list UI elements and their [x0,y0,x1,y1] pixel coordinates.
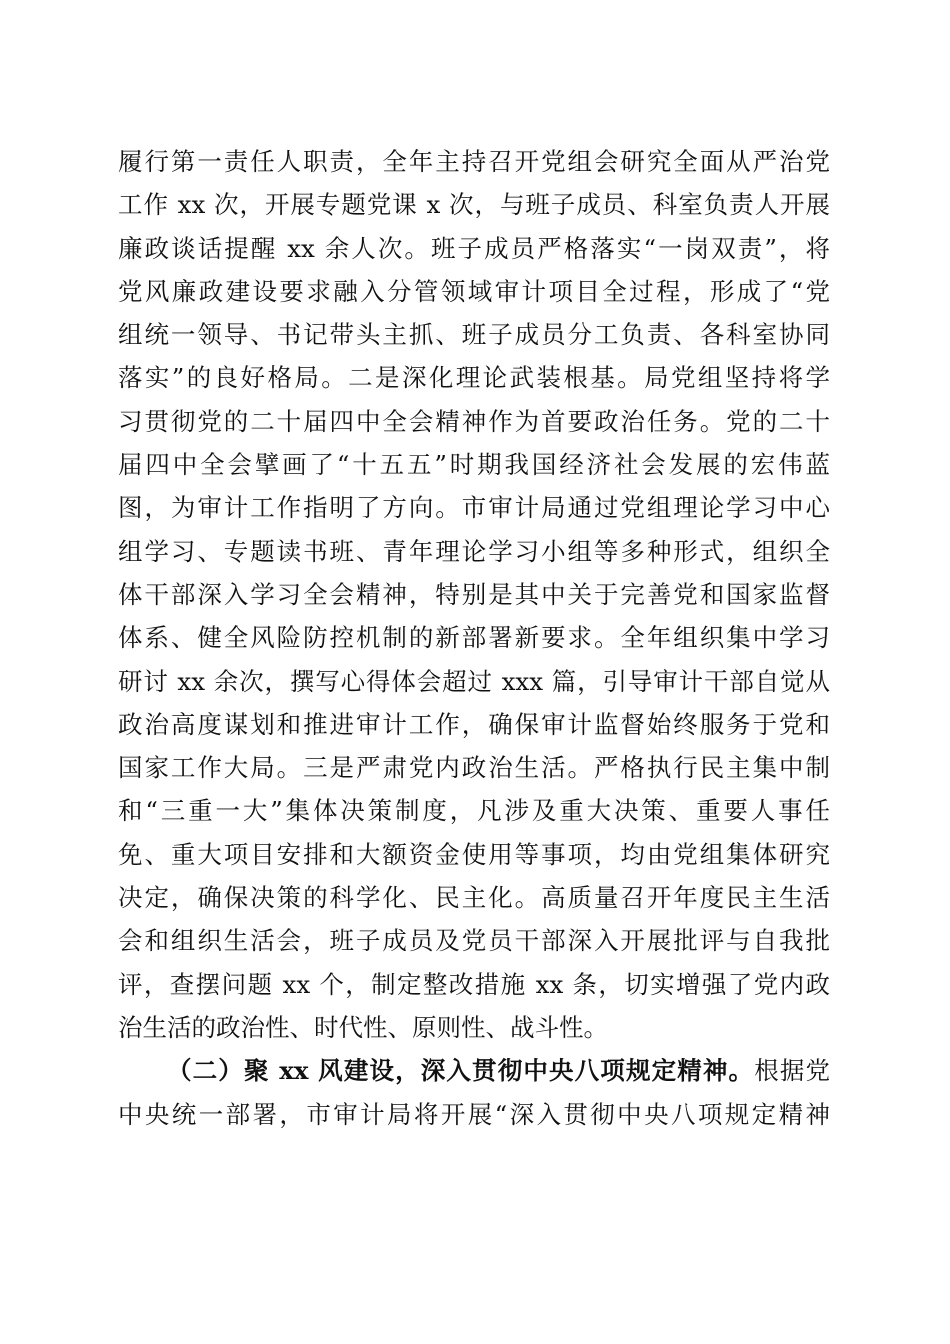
text-line: 国家工作大局。三是严肃党内政治生活。严格执行民主集中制 [118,753,830,783]
text-line: 届四中全会擘画了“十五五”时期我国经济社会发展的宏伟蓝 [118,450,830,480]
heading-tail-text: 根据党 [754,1056,831,1086]
paragraph-2-first-line [118,1049,830,1092]
text-line: 组统一领导、书记带头主抓、班子成员分工负责、各科室协同 [118,320,830,350]
text-line: 体干部深入学习全会精神，特别是其中关于完善党和国家监督 [118,579,830,609]
text-line: 和“三重一大”集体决策制度，凡涉及重大决策、重要人事任 [118,796,830,826]
text-line: 落实”的良好格局。二是深化理论武装根基。局党组坚持将学 [118,363,830,393]
text-line: 工作 xx 次，开展专题党课 x 次，与班子成员、科室负责人开展 [118,190,830,220]
paragraph-1 [118,140,830,1049]
text-line: 治生活的政治性、时代性、原则性、战斗性。 [118,1012,608,1042]
text-line: 评，查摆问题 xx 个，制定整改措施 xx 条，切实增强了党内政 [118,969,830,999]
text-line: 体系、健全风险防控机制的新部署新要求。全年组织集中学习 [118,623,830,653]
text-line: 决定，确保决策的科学化、民主化。高质量召开年度民主生活 [118,883,830,913]
text-line: 组学习、专题读书班、青年理论学习小组等多种形式，组织全 [118,536,830,566]
text-line: 廉政谈话提醒 xx 余人次。班子成员严格落实“一岗双责”，将 [118,233,830,263]
text-line: 习贯彻党的二十届四中全会精神作为首要政治任务。党的二十 [118,406,830,436]
text-line: 政治高度谋划和推进审计工作，确保审计监督始终服务于党和 [118,709,830,739]
text-line: 中央统一部署，市审计局将开展“深入贯彻中央八项规定精神 [118,1099,830,1129]
paragraph-2 [118,1049,830,1136]
text-line: 图，为审计工作指明了方向。市审计局通过党组理论学习中心 [118,493,830,523]
text-line: 党风廉政建设要求融入分管领域审计项目全过程，形成了“党 [118,276,830,306]
text-line: 会和组织生活会，班子成员及党员干部深入开展批评与自我批 [118,926,830,956]
text-line: 免、重大项目安排和大额资金使用等事项，均由党组集体研究 [118,839,830,869]
document-body [118,140,830,1136]
text-line: 研讨 xx 余次，撰写心得体会超过 xxx 篇，引导审计干部自觉从 [118,666,830,696]
section-heading: （二）聚 xx 风建设，深入贯彻中央八项规定精神。 [167,1056,755,1086]
text-line: 履行第一责任人职责，全年主持召开党组会研究全面从严治党 [118,147,830,176]
